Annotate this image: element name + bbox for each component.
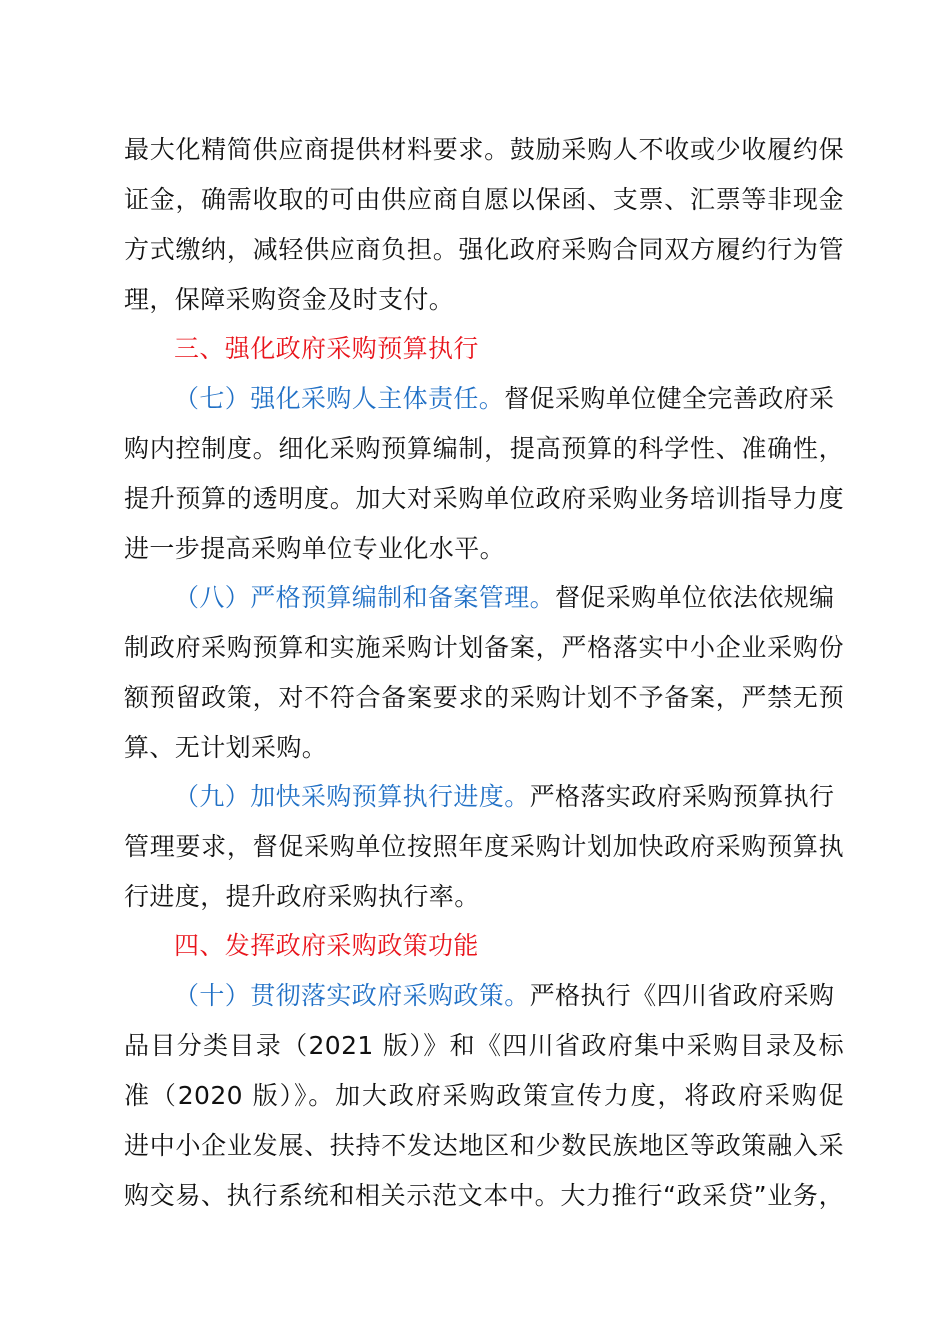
body-text-line: 证金，确需收取的可由供应商自愿以保函、支票、汇票等非现金 [124,185,844,214]
body-text-line: 最大化精简供应商提供材料要求。鼓励采购人不收或少收履约保 [124,135,844,164]
section-heading: 四、发挥政府采购政策功能 [174,931,479,960]
body-text-line: 购交易、执行系统和相关示范文本中。大力推行“政采贷”业务， [124,1181,844,1210]
item-title: （七）强化采购人主体责任。 [174,384,505,413]
item-title: （八）严格预算编制和备案管理。 [174,583,556,612]
body-text-line: 提升预算的透明度。加大对采购单位政府采购业务培训指导力度 [124,484,844,513]
item-first-line [174,772,844,822]
body-text-line: 方式缴纳，减轻供应商负担。强化政府采购合同双方履约行为管 [124,235,844,264]
item-text: 督促采购单位健全完善政府采 [504,384,835,413]
body-text-line: 管理要求，督促采购单位按照年度采购计划加快政府采购预算执 [124,832,844,861]
body-text-line: 进中小企业发展、扶持不发达地区和少数民族地区等政策融入采 [124,1131,844,1160]
item-text: 督促采购单位依法依规编 [555,583,835,612]
body-text-line: 额预留政策，对不符合备案要求的采购计划不予备案，严禁无预 [124,683,844,712]
item-text: 严格落实政府采购预算执行 [529,782,835,811]
item-title: （九）加快采购预算执行进度。 [174,782,530,811]
item-first-line [174,971,844,1021]
body-text-line: 品目分类目录（2021 版）》和《四川省政府集中采购目录及标 [124,1031,844,1060]
body-text-line: 准（2020 版）》。加大政府采购政策宣传力度，将政府采购促 [124,1081,844,1110]
body-text-line: 购内控制度。细化采购预算编制，提高预算的科学性、准确性， [124,434,844,463]
body-text-line: 理，保障采购资金及时支付。 [124,285,455,314]
item-first-line [174,374,844,424]
body-text-line: 算、无计划采购。 [124,733,328,762]
body-text-line: 行进度，提升政府采购执行率。 [124,882,480,911]
item-title: （十）贯彻落实政府采购政策。 [174,981,530,1010]
body-text-line: 制政府采购预算和实施采购计划备案，严格落实中小企业采购份 [124,633,844,662]
body-text-line: 进一步提高采购单位专业化水平。 [124,534,506,563]
section-heading: 三、强化政府采购预算执行 [174,334,479,363]
item-text: 严格执行《四川省政府采购 [529,981,835,1010]
item-first-line [174,573,844,623]
